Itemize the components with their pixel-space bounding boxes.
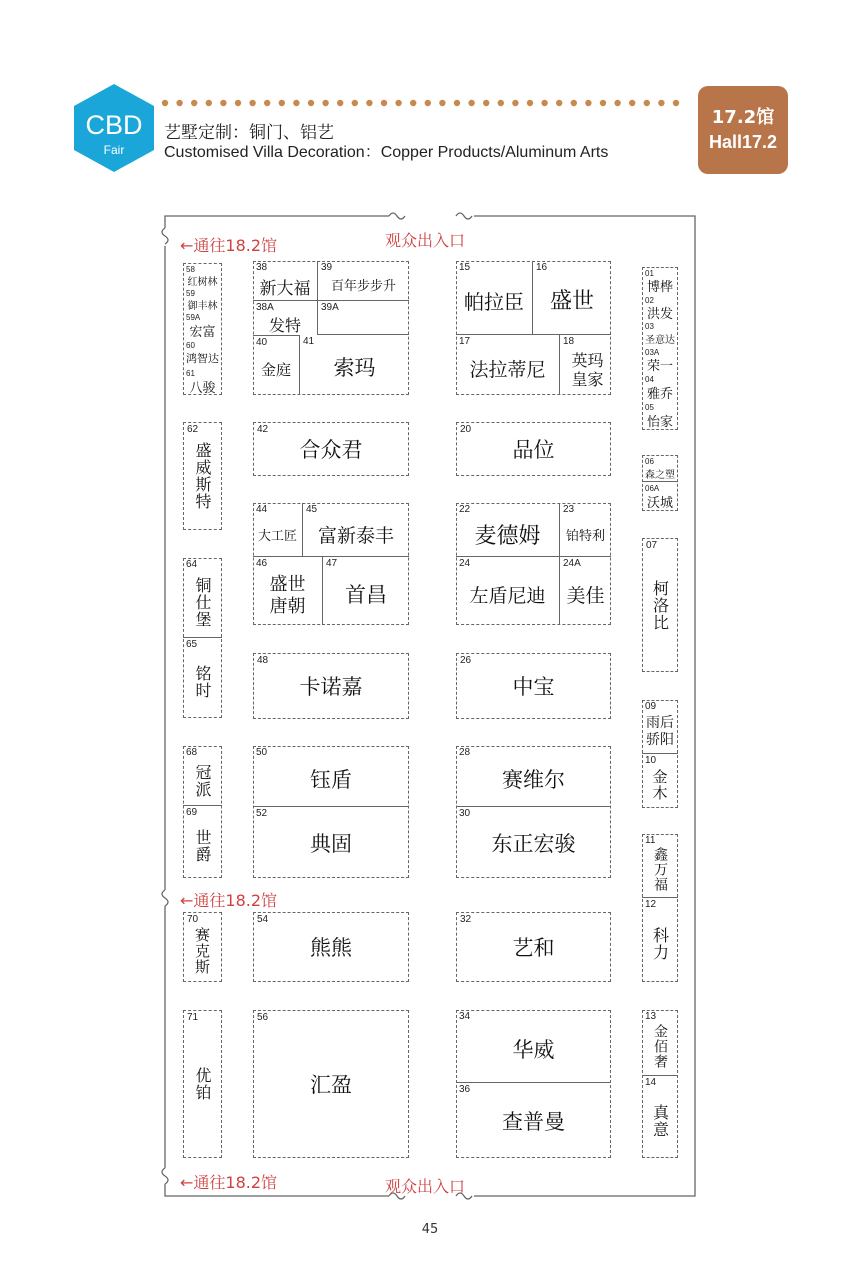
booth-36[interactable]: [456, 1083, 611, 1158]
booth-name: 赛克斯: [193, 927, 211, 975]
booth-name: 鑫万福: [652, 847, 668, 892]
booth-71[interactable]: [183, 1010, 222, 1158]
booth-number: 39A: [321, 302, 339, 313]
booth-number: 12: [645, 899, 657, 910]
booth-number: 10: [645, 755, 657, 766]
booth-60[interactable]: [183, 339, 222, 367]
booth-name: 东正宏骏: [491, 831, 576, 856]
booth-name: 左盾尼迪: [469, 584, 546, 607]
booth-22[interactable]: [456, 503, 560, 557]
booth-68[interactable]: [183, 746, 222, 806]
booth-03[interactable]: [642, 320, 678, 346]
booth-name: 冠派: [193, 763, 212, 798]
booth-02[interactable]: [642, 294, 678, 320]
booth-48[interactable]: [253, 653, 409, 719]
booth-number: 46: [256, 558, 268, 569]
logo-text: CBD: [85, 110, 143, 140]
booth-number: 26: [460, 655, 472, 666]
booth-name: 盛世: [549, 289, 594, 314]
booth-name: 新大福: [259, 279, 311, 299]
booth-number: 18: [563, 336, 575, 347]
booth-39[interactable]: [318, 261, 409, 301]
booth-61[interactable]: [183, 367, 222, 395]
booth-number: 56: [257, 1012, 269, 1023]
booth-number: 20: [460, 424, 472, 435]
booth-23[interactable]: [560, 503, 611, 557]
booth-name: 金木: [650, 769, 669, 801]
booth-name: 森之塑: [645, 469, 675, 481]
booth-18[interactable]: [560, 335, 611, 395]
booth-name: 麦德姆: [474, 524, 541, 549]
booth-44[interactable]: [253, 503, 303, 557]
booth-number: 61: [186, 369, 195, 378]
booth-24a[interactable]: [560, 557, 611, 625]
to-hall-18-2-top: ←通往18.2馆: [180, 236, 278, 255]
booth-name: 铭时: [193, 665, 212, 699]
booth-14[interactable]: [642, 1076, 678, 1158]
booth-name: 博桦: [646, 280, 673, 295]
booth-number: 69: [186, 807, 198, 818]
booth-name: 富新泰丰: [317, 525, 394, 547]
booth-01[interactable]: [642, 267, 678, 294]
booth-03a[interactable]: [642, 346, 678, 373]
booth-name: 中宝: [512, 675, 555, 699]
booth-52[interactable]: [253, 807, 409, 878]
booth-number: 32: [460, 914, 472, 925]
booth-15[interactable]: [456, 261, 533, 335]
booth-number: 62: [187, 424, 199, 435]
booth-05[interactable]: [642, 401, 678, 430]
booth-34[interactable]: [456, 1010, 611, 1083]
booth-name: 八骏: [189, 380, 216, 396]
booth-name: 世爵: [193, 829, 212, 863]
booth-number: 44: [256, 504, 268, 515]
booth-name: 品位: [512, 438, 555, 462]
booth-name: 百年步步升: [330, 279, 396, 294]
booth-number: 59: [186, 289, 195, 298]
booth-number: 47: [326, 558, 338, 569]
booth-name: 盛世唐朝: [269, 574, 306, 617]
booth-number: 40: [256, 337, 268, 348]
booth-number: 16: [536, 262, 548, 273]
booth-name: 优铂: [193, 1067, 212, 1101]
booth-number: 48: [257, 655, 269, 666]
booth-number: 64: [186, 559, 198, 570]
booth-39a[interactable]: [318, 301, 409, 335]
booth-number: 34: [459, 1011, 471, 1022]
booth-number: 03: [645, 322, 654, 331]
booth-12[interactable]: [642, 898, 678, 982]
booth-32[interactable]: [456, 912, 611, 982]
booth-69[interactable]: [183, 806, 222, 878]
booth-name: 真意: [650, 1104, 670, 1138]
booth-name: 典固: [310, 831, 352, 856]
booth-number: 23: [563, 504, 575, 515]
booth-name: 怡家: [646, 415, 673, 430]
booth-56[interactable]: [253, 1010, 409, 1158]
booth-name: 合众君: [299, 438, 363, 462]
booth-58[interactable]: [183, 263, 222, 287]
booth-name: 卡诺嘉: [299, 675, 363, 699]
booth-04[interactable]: [642, 373, 678, 401]
booth-number: 45: [306, 504, 318, 515]
booth-name: 洪发: [646, 306, 673, 322]
booth-name: 铂特利: [565, 529, 605, 544]
booth-number: 50: [256, 747, 268, 758]
booth-17[interactable]: [456, 335, 560, 395]
booth-name: 首昌: [345, 583, 387, 607]
booth-name: 熊熊: [310, 936, 352, 960]
booth-16[interactable]: [533, 261, 611, 335]
booth-10[interactable]: [642, 754, 678, 808]
booth-number: 17: [459, 336, 471, 347]
booth-06a[interactable]: [642, 482, 678, 511]
booth-65[interactable]: [183, 638, 222, 718]
booth-number: 22: [459, 504, 471, 515]
booth-number: 05: [645, 403, 654, 412]
booth-54[interactable]: [253, 912, 409, 982]
booth-11[interactable]: [642, 834, 678, 898]
booth-number: 65: [186, 639, 198, 650]
booth-name: 华威: [512, 1038, 555, 1062]
booth-40[interactable]: [253, 335, 300, 395]
booth-name: 金庭: [260, 361, 291, 379]
booth-number: 52: [256, 808, 268, 819]
to-hall-18-2-bottom: ←通往18.2馆: [180, 1173, 278, 1192]
booth-number: 39: [321, 262, 333, 273]
booth-name: 英玛皇家: [571, 351, 604, 389]
booth-42[interactable]: [253, 422, 409, 476]
booth-number: 06: [645, 457, 654, 466]
booth-number: 06A: [645, 484, 660, 493]
booth-number: 58: [186, 265, 195, 274]
booth-number: 28: [459, 747, 471, 758]
booth-name: 盛威斯特: [193, 442, 212, 510]
booth-09[interactable]: [642, 700, 678, 754]
booth-number: 03A: [645, 348, 660, 357]
logo-sub-text: Fair: [103, 143, 125, 157]
booth-20[interactable]: [456, 422, 611, 476]
booth-06[interactable]: [642, 455, 678, 482]
booth-name: 帕拉臣: [464, 290, 524, 314]
booth-name: 圣意达: [645, 334, 675, 346]
booth-number: 07: [646, 540, 658, 551]
booth-number: 38: [256, 262, 268, 273]
hall-badge-cn: 17.2馆: [711, 107, 775, 128]
booth-number: 13: [645, 1011, 657, 1022]
booth-number: 24A: [563, 558, 581, 569]
booth-30[interactable]: [456, 807, 611, 878]
booth-59a[interactable]: [183, 311, 222, 339]
booth-name: 法拉蒂尼: [469, 358, 546, 381]
booth-name: 雨后骄阳: [646, 714, 674, 748]
booth-name: 查普曼: [502, 1109, 565, 1134]
booth-name: 索玛: [333, 356, 376, 380]
booth-name: 艺和: [512, 936, 555, 960]
booth-name: 鸿智达: [186, 352, 219, 365]
booth-45[interactable]: [303, 503, 409, 557]
booth-59[interactable]: [183, 287, 222, 311]
booth-07[interactable]: [642, 538, 678, 672]
booth-name: 金佰奢: [652, 1024, 668, 1069]
booth-13[interactable]: [642, 1010, 678, 1076]
booth-number: 68: [186, 747, 198, 758]
booth-name: 科力: [650, 927, 670, 961]
booth-number: 70: [187, 914, 199, 925]
booth-name: 宏富: [189, 324, 216, 340]
booth-number: 71: [187, 1012, 199, 1023]
booth-62[interactable]: [183, 422, 222, 530]
booth-number: 01: [645, 269, 654, 278]
booth-number: 36: [459, 1084, 471, 1095]
booth-name: 大工匠: [257, 529, 297, 544]
booth-26[interactable]: [456, 653, 611, 719]
booth-name: 钰盾: [310, 768, 352, 792]
booth-number: 59A: [186, 313, 201, 322]
booth-number: 41: [303, 336, 315, 347]
hall-badge-en: Hall17.2: [708, 132, 778, 152]
booth-38[interactable]: [253, 261, 318, 301]
booth-41[interactable]: [300, 335, 409, 395]
booth-number: 15: [459, 262, 471, 273]
booth-number: 24: [459, 558, 471, 569]
booth-38a[interactable]: [253, 301, 318, 335]
booth-28[interactable]: [456, 746, 611, 807]
booth-47[interactable]: [323, 557, 409, 625]
booth-number: 11: [645, 835, 656, 846]
booth-number: 14: [645, 1077, 657, 1088]
booth-number: 38A: [256, 302, 274, 313]
booth-64[interactable]: [183, 558, 222, 638]
booth-name: 赛维尔: [502, 768, 565, 792]
booth-name: 发特: [268, 315, 301, 335]
booth-number: 04: [645, 375, 654, 384]
category-title-en: Customised Villa Decoration：Copper Products/Aluminum Arts: [164, 144, 609, 161]
booth-name: 红树林: [187, 276, 218, 288]
booth-name: 御丰林: [187, 300, 218, 312]
visitor-entrance-top: 观众出入口: [385, 231, 466, 250]
booth-number: 54: [257, 914, 269, 925]
booth-name: 荣一: [646, 359, 673, 374]
page-number: 45: [421, 1222, 439, 1237]
booth-number: 60: [186, 341, 195, 350]
booth-name: 雅乔: [646, 386, 673, 402]
booth-70[interactable]: [183, 912, 222, 982]
visitor-entrance-bottom: 观众出入口: [385, 1177, 466, 1196]
booth-24[interactable]: [456, 557, 560, 625]
to-hall-18-2-middle: ←通往18.2馆: [180, 891, 278, 910]
booth-number: 42: [257, 424, 269, 435]
booth-number: 30: [459, 808, 471, 819]
booth-number: 02: [645, 296, 654, 305]
booth-name: 柯洛比: [650, 579, 670, 631]
booth-number: 09: [645, 701, 657, 712]
booth-46[interactable]: [253, 557, 323, 625]
booth-50[interactable]: [253, 746, 409, 807]
booth-name: 沃城: [646, 496, 673, 511]
booth-name: 美佳: [566, 584, 605, 607]
booth-name: 汇盈: [310, 1073, 352, 1097]
category-title-cn: 艺墅定制：铜门、铝艺: [164, 123, 334, 143]
booth-name: 铜仕堡: [193, 577, 212, 628]
